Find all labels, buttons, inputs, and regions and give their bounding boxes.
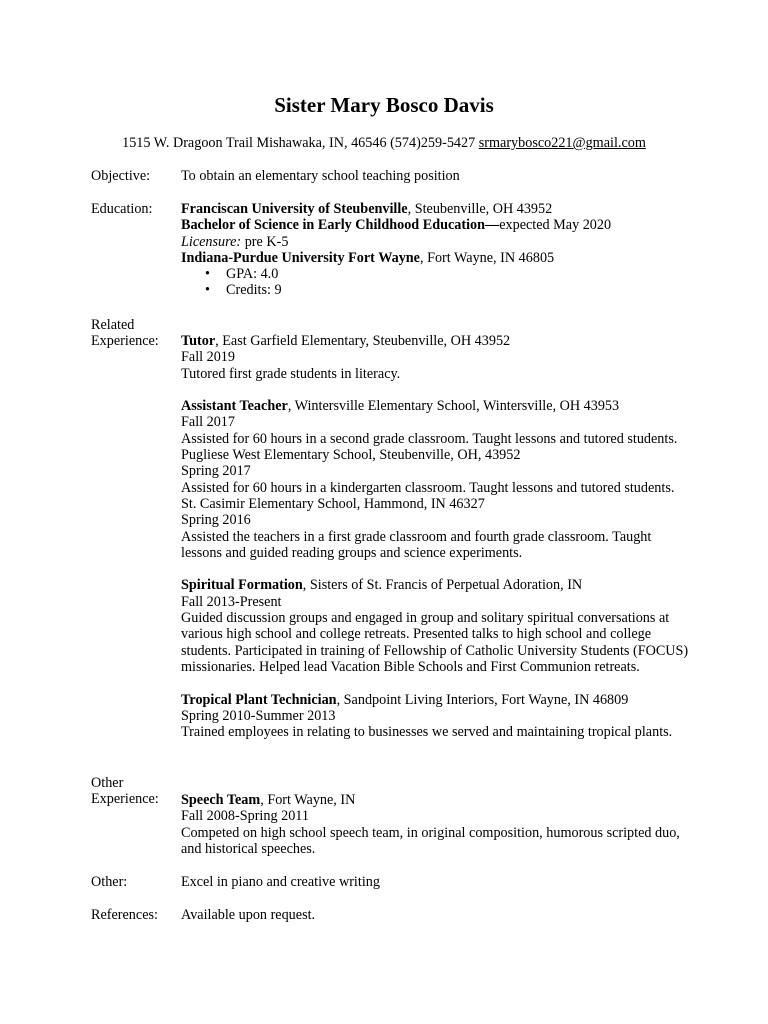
references-section: [181, 907, 681, 923]
school2-name: Indiana-Purdue University Fort Wayne: [181, 249, 420, 266]
assistant-line: lessons and guided reading groups and science experiments.: [181, 544, 523, 561]
degree-name: Bachelor of Science in Early Childhood Education—: [181, 217, 500, 234]
school1-location: , Steubenville, OH 43952: [407, 201, 553, 217]
other-experience-label: [91, 775, 159, 808]
school1-line: [181, 201, 681, 217]
bullet-icon: •: [205, 266, 210, 283]
other-experience-section: [181, 792, 681, 857]
licensure-label: Licensure:: [181, 233, 242, 250]
education-bullet-list: [181, 266, 681, 299]
speech-line: Competed on high school speech team, in original composition, humorous scripted duo,: [181, 824, 680, 841]
list-item: [181, 282, 681, 298]
spiritual-heading: [181, 577, 681, 593]
assistant-line: Spring 2016: [181, 512, 251, 529]
school2-location: , Fort Wayne, IN 46805: [419, 249, 555, 266]
speech-line: and historical speeches.: [181, 840, 316, 857]
spiritual-line: Fall 2013-Present: [181, 593, 282, 610]
address-text: 1515 W. Dragoon Trail Mishawaka, IN, 46546 (574)259-5427: [122, 135, 479, 151]
licensure-line: [181, 234, 681, 250]
education-label: Education:: [91, 201, 153, 217]
credits-text: Credits: 9: [226, 282, 282, 299]
references-label: References:: [91, 907, 158, 923]
email-link[interactable]: srmarybosco221@gmail.com: [478, 135, 646, 151]
assistant-line: Assisted the teachers in a first grade classroom and fourth grade classroom. Taught: [181, 528, 652, 545]
objective-text: To obtain an elementary school teaching position: [181, 168, 460, 184]
degree-line: [181, 217, 681, 233]
gpa-text: GPA: 4.0: [226, 266, 279, 283]
tropical-title: Tropical Plant Technician: [181, 691, 337, 708]
objective-label: Objective:: [91, 168, 151, 184]
spiritual-line: various high school and college retreats. Presented talks to high school and college: [181, 626, 652, 643]
contact-line: [0, 135, 768, 151]
resume-name-heading: Sister Mary Bosco Davis: [274, 93, 494, 117]
school1-name: Franciscan University of Steubenville: [181, 201, 408, 217]
other-text: Excel in piano and creative writing: [181, 874, 380, 890]
assistant-line: Pugliese West Elementary School, Steubenville, OH, 43952: [181, 447, 521, 464]
school2-line: [181, 250, 681, 266]
tutor-title: Tutor: [181, 333, 216, 349]
related-experience-section: [181, 333, 689, 741]
tropical-line: Trained employees in relating to businesses we served and maintaining tropical plants.: [181, 724, 673, 741]
licensure-value: pre K-5: [241, 233, 289, 250]
related-experience-label: [91, 317, 159, 350]
tropical-org: , Sandpoint Living Interiors, Fort Wayne, IN 46809: [336, 691, 629, 708]
tropical-heading: [181, 692, 681, 708]
objective-section: [181, 168, 681, 184]
tropical-line: Spring 2010-Summer 2013: [181, 707, 336, 724]
assistant-heading: [181, 398, 681, 414]
other-section: [181, 874, 681, 890]
tutor-date: Fall 2019: [181, 349, 235, 366]
references-text: Available upon request.: [181, 907, 316, 923]
other-exp-label-line2: Experience:: [91, 791, 159, 808]
list-item: [181, 266, 681, 282]
spiritual-line: missionaries. Helped lead Vacation Bible Schools and First Communion retreats.: [181, 658, 640, 675]
assistant-line: Assisted for 60 hours in a second grade classroom. Taught lessons and tutored students.: [181, 430, 678, 447]
assistant-title: Assistant Teacher: [181, 398, 288, 415]
speech-org: , Fort Wayne, IN: [260, 792, 356, 808]
degree-expected: expected May 2020: [499, 217, 612, 234]
tutor-org: , East Garfield Elementary, Steubenville, OH 43952: [215, 333, 511, 349]
tutor-description: Tutored first grade students in literacy.: [181, 365, 401, 382]
related-label-line1: Related: [91, 317, 135, 333]
spiritual-line: Guided discussion groups and engaged in group and solitary spiritual conversations at: [181, 610, 670, 627]
education-section: [181, 201, 681, 299]
speech-title: Speech Team: [181, 792, 261, 808]
bullet-icon: •: [205, 282, 210, 299]
assistant-line: Spring 2017: [181, 463, 251, 480]
other-exp-label-line1: Other: [91, 775, 124, 791]
related-label-line2: Experience:: [91, 333, 159, 350]
assistant-line: Assisted for 60 hours in a kindergarten classroom. Taught lessons and tutored students.: [181, 479, 675, 496]
tutor-heading: [181, 333, 681, 349]
spiritual-title: Spiritual Formation: [181, 577, 303, 594]
spiritual-org: , Sisters of St. Francis of Perpetual Adoration, IN: [302, 577, 583, 594]
speech-heading: [181, 792, 681, 808]
spiritual-line: students. Participated in training of Fellowship of Catholic University Students (FOCUS): [181, 642, 689, 659]
speech-line: Fall 2008-Spring 2011: [181, 808, 309, 825]
assistant-line: Fall 2017: [181, 414, 235, 431]
assistant-org: , Wintersville Elementary School, Wintersville, OH 43953: [287, 398, 620, 415]
other-label: Other:: [91, 874, 128, 890]
assistant-line: St. Casimir Elementary School, Hammond, IN 46327: [181, 495, 485, 512]
